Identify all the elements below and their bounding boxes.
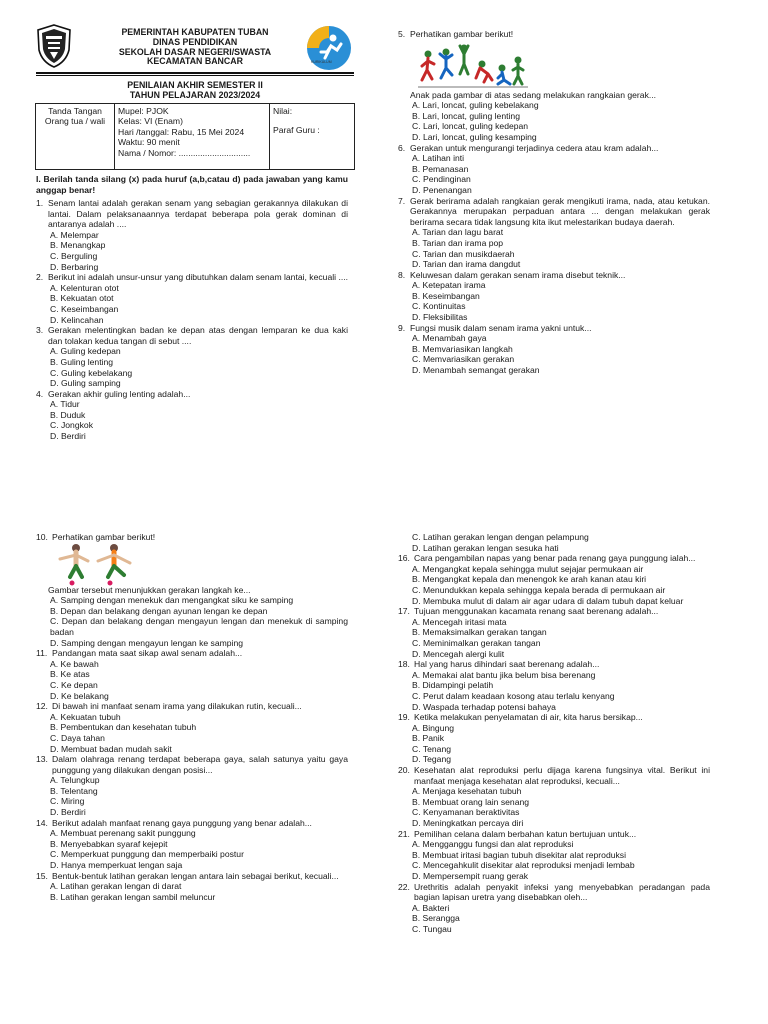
answer-option[interactable]: A. Kelenturan otot — [50, 282, 119, 293]
answer-option[interactable]: A. Mencegah iritasi mata — [412, 616, 507, 627]
answer-option[interactable]: A. Melempar — [50, 229, 99, 240]
answer-option[interactable]: C. Tungau — [412, 923, 452, 934]
answer-option[interactable]: D. Mencegah alergi kulit — [412, 648, 505, 659]
question-item — [36, 701, 348, 754]
question-item — [398, 532, 710, 553]
question-text: Tujuan menggunakan kacamata renang saat berenang adalah... — [414, 606, 659, 617]
answer-option[interactable]: C. Guling kebelakang — [50, 367, 133, 378]
answer-option[interactable]: B. Menyebabkan syaraf kejepit — [50, 838, 168, 849]
answer-option[interactable]: A. Latihan gerakan lengan di darat — [50, 881, 182, 892]
right-column-top — [398, 29, 710, 376]
answer-option[interactable]: C. Lari, loncat, guling kedepan — [412, 121, 529, 132]
header-divider — [36, 72, 354, 74]
question-text: Dalam olahraga renang terdapat beberapa gaya, salah satunya yaitu gaya punggung yang dilakukan dengan posisi... — [52, 754, 348, 775]
question-stem — [398, 270, 710, 281]
answer-option[interactable]: A. Membuat perenang sakit punggung — [50, 828, 196, 839]
question-text: Cara pengambilan napas yang benar pada renang gaya punggung ialah... — [414, 553, 696, 564]
student-info-table — [35, 103, 355, 170]
answer-option[interactable]: D. Ke belakang — [50, 690, 109, 701]
answer-option[interactable]: B. Panik — [412, 733, 445, 744]
question-stem — [36, 818, 348, 829]
question-text: Di bawah ini manfaat senam irama yang dilakukan rutin, kecuali... — [52, 701, 302, 712]
question-item — [398, 29, 710, 90]
exam-details-cell — [115, 104, 270, 170]
question-item — [398, 323, 710, 376]
answer-option[interactable]: A. Ketepatan irama — [412, 280, 486, 291]
question-text: Perhatikan gambar berikut! — [52, 532, 156, 542]
question-item — [36, 818, 348, 871]
answer-option[interactable]: C. Kenyamanan beraktivitas — [412, 807, 520, 818]
header-line-3: SEKOLAH DASAR NEGERI/SWASTA — [118, 46, 272, 57]
answer-option[interactable]: D. Menambah semangat gerakan — [412, 365, 540, 376]
question-item — [398, 712, 710, 765]
question-item — [398, 143, 710, 196]
subject-field: Mupel: PJOK — [118, 106, 169, 116]
answer-option[interactable]: C. Pendinginan — [412, 174, 471, 185]
answer-option[interactable]: D. Tarian dan irama dangdut — [412, 259, 521, 270]
question-number: 6. — [398, 142, 406, 153]
answer-option[interactable]: D. Berdiri — [50, 807, 86, 818]
answer-option[interactable]: D. Berdiri — [50, 431, 86, 442]
answer-option[interactable]: D. Hanya memperkuat lengan saja — [50, 860, 183, 871]
question-text: Anak pada gambar di atas sedang melakukan rangkaian gerak... — [410, 89, 657, 100]
answer-option[interactable]: A. Mengganggu fungsi dan alat reproduksi — [412, 839, 574, 850]
answer-option[interactable]: B. Pemanasan — [412, 163, 469, 174]
answer-option[interactable]: C. Perut dalam keadaan kosong atau terlalu kenyang — [412, 690, 615, 701]
question-stem — [398, 659, 710, 670]
gymnastics-sequence-figure — [398, 40, 710, 90]
question-item — [398, 606, 710, 659]
question-number — [36, 585, 48, 596]
answer-option[interactable]: C. Memperkuat punggung dan memperbaiki postur — [50, 849, 244, 860]
question-number: 17. — [398, 606, 410, 617]
question-stem — [36, 871, 348, 882]
question-text: Fungsi musik dalam senam irama yakni untuk... — [410, 322, 592, 333]
question-stem — [398, 765, 710, 786]
question-stem — [398, 143, 710, 154]
question-item — [398, 553, 710, 606]
answer-option[interactable]: B. Duduk — [50, 409, 86, 420]
answer-option[interactable]: C. Kontinuitas — [412, 301, 466, 312]
answer-option[interactable]: C. Meminimalkan gerakan tangan — [412, 637, 541, 648]
question-stem — [36, 325, 348, 346]
answer-option[interactable]: C. Ke depan — [50, 679, 98, 690]
question-number — [398, 90, 410, 101]
answer-option[interactable]: D. Mempersempit ruang gerak — [412, 871, 529, 881]
answer-option[interactable]: A. Lari, loncat, guling kebelakang — [412, 100, 539, 111]
question-stem — [36, 389, 348, 400]
score-cell — [270, 104, 355, 170]
question-text: Keluwesan dalam gerakan senam irama disebut teknik... — [410, 269, 626, 280]
question-number: 8. — [398, 269, 406, 280]
school-year: TAHUN PELAJARAN 2023/2024 — [129, 89, 261, 100]
duration-field: Waktu: 90 menit — [118, 137, 180, 148]
question-text: Ketika melakukan penyelamatan di air, kita harus bersikap... — [414, 712, 643, 723]
answer-option[interactable]: C. Tenang — [412, 743, 452, 754]
answer-option[interactable]: A. Guling kedepan — [50, 346, 121, 357]
question-stem — [36, 701, 348, 712]
answer-option[interactable]: D. Kelincahan — [50, 314, 104, 325]
name-number-field: Nama / Nomor: .............................. — [118, 147, 251, 158]
question-number: 11. — [36, 648, 48, 659]
question-text: Berikut adalah manfaat renang gaya punggung yang benar adalah... — [52, 817, 312, 828]
answer-option[interactable]: C. Miring — [50, 796, 85, 807]
regency-crest-logo — [36, 24, 72, 68]
question-number: 3. — [36, 325, 44, 336]
answer-option[interactable]: B. Keseimbangan — [412, 290, 480, 301]
question-stem — [398, 712, 710, 723]
question-stem — [36, 648, 348, 659]
answer-option[interactable]: A. Ke bawah — [50, 658, 99, 669]
question-number: 12. — [36, 701, 48, 712]
question-stem — [398, 882, 710, 903]
kurikulum-logo — [305, 24, 353, 72]
answer-option[interactable]: D. Lari, loncat, guling kesamping — [412, 131, 537, 142]
answer-option[interactable]: B. Membuat orang lain senang — [412, 796, 530, 807]
answer-option[interactable]: D. Berbaring — [50, 261, 99, 272]
answer-option[interactable]: A. Tarian dan lagu barat — [412, 227, 504, 238]
question-item — [398, 270, 710, 323]
answer-option[interactable]: C. Jongkok — [50, 420, 93, 431]
left-column-bottom — [36, 532, 348, 902]
question-stem — [398, 323, 710, 334]
exam-title: PENILAIAN AKHIR SEMESTER II — [127, 80, 263, 90]
rhythmic-step-figure — [36, 543, 348, 585]
question-stem — [398, 29, 710, 40]
question-stem — [36, 754, 348, 775]
question-item — [36, 272, 348, 325]
question-number: 2. — [36, 272, 44, 283]
question-item — [36, 389, 348, 442]
question-item — [398, 659, 710, 712]
answer-option[interactable]: C. Daya tahan — [50, 732, 105, 743]
answer-option[interactable]: B. Menangkap — [50, 240, 106, 251]
answer-option[interactable]: D. Meningkatkan percaya diri — [412, 818, 524, 829]
question-text: Gerakan untuk mengurangi terjadinya cedera atau kram adalah... — [410, 142, 659, 153]
question-stem — [36, 272, 348, 283]
parent-signature-cell — [36, 104, 115, 170]
question-stem — [398, 90, 710, 101]
question-text: Pemilihan celana dalam berbahan katun bertujuan untuk... — [414, 828, 637, 839]
question-stem — [398, 196, 710, 228]
answer-option[interactable]: B. Guling lenting — [50, 356, 114, 367]
answer-option[interactable]: A. Tidur — [50, 399, 80, 410]
answer-option[interactable]: A. Mengangkat kepala sehingga mulut sejajar permukaan air — [412, 563, 644, 574]
answer-option[interactable]: D. Fleksibilitas — [412, 312, 468, 323]
answer-option[interactable]: A. Menjaga kesehatan tubuh — [412, 786, 522, 797]
answer-option[interactable]: D. Penenangan — [412, 184, 472, 195]
instructions: I. Berilah tanda silang (x) pada huruf (a,b,catau d) pada jawaban yang kamu anggap benar! — [36, 174, 348, 195]
question-item — [398, 829, 710, 882]
answer-option[interactable]: C. Tarian dan musikdaerah — [412, 248, 515, 259]
question-stem — [398, 553, 710, 564]
header-line-4: KECAMATAN BANCAR — [147, 56, 243, 67]
question-number: 1. — [36, 198, 44, 208]
question-text: Gerakan melentingkan badan ke depan atas dengan lemparan ke dua kaki dan tolakan kedua tangan di sebut .... — [48, 325, 348, 346]
question-text: Gambar tersebut menunjukkan gerakan langkah ke... — [48, 584, 251, 595]
answer-option[interactable]: A. Memakai alat bantu jika belum bisa berenang — [412, 669, 596, 680]
question-text: Hal yang harus dihindari saat berenang adalah... — [414, 659, 600, 670]
header-line-1: PEMERINTAH KABUPATEN TUBAN — [121, 27, 269, 37]
answer-option[interactable]: C. Berguling — [50, 250, 98, 261]
answer-option[interactable]: B. Pembentukan dan kesehatan tubuh — [50, 722, 197, 733]
question-text: Senam lantai adalah gerakan senam yang sebagian gerakannya dilakukan di lantai. Dalam pelaksanaannya terdapat beberapa pola gerak dominan di antaranya adalah .... — [48, 198, 348, 230]
answer-option[interactable]: A. Kekuatan tubuh — [50, 711, 121, 722]
question-number: 19. — [398, 712, 410, 723]
answer-option[interactable]: C. Keseimbangan — [50, 303, 119, 314]
answer-option[interactable]: A. Latihan inti — [412, 153, 465, 164]
question-item — [398, 765, 710, 829]
answer-option[interactable]: A. Menambah gaya — [412, 333, 487, 344]
date-field: Hari /tanggal: Rabu, 15 Mei 2024 — [118, 126, 245, 137]
answer-option[interactable]: B. Tarian dan irama pop — [412, 237, 504, 248]
question-stem — [36, 198, 348, 230]
teacher-initial-label: Paraf Guru : — [273, 125, 320, 136]
question-item — [36, 648, 348, 701]
answer-option[interactable]: D. Membuat badan mudah sakit — [50, 743, 172, 754]
parent-signature-label-2: Orang tua / wali — [44, 116, 106, 127]
question-text: Gerakan akhir guling lenting adalah... — [48, 388, 191, 399]
answer-option[interactable]: C. Menundukkan kepala sehingga kepala berada di permukaan air — [412, 584, 666, 595]
question-item — [36, 871, 348, 903]
score-label: Nilai: — [273, 106, 293, 116]
question-item — [398, 196, 710, 270]
question-number: 7. — [398, 195, 406, 206]
answer-option[interactable]: B. Ke atas — [50, 669, 90, 680]
answer-option[interactable]: B. Telentang — [50, 785, 98, 796]
answer-option[interactable]: C. Depan dan belakang dengan mengayun lengan dan menekuk di samping badan — [50, 616, 348, 637]
question-number: 5. — [398, 29, 406, 39]
answer-option[interactable]: B. Memaksimalkan gerakan tangan — [412, 627, 547, 638]
question-text: Berikut ini adalah unsur-unsur yang dibutuhkan dalam senam lantai, kecuali .... — [48, 272, 349, 283]
answer-option[interactable]: D. Latihan gerakan lengan sesuka hati — [412, 542, 559, 553]
question-item — [36, 532, 348, 585]
answer-option[interactable]: A. Bakteri — [412, 902, 450, 913]
class-field: Kelas: VI (Enam) — [118, 116, 183, 127]
question-number: 15. — [36, 870, 48, 881]
answer-option[interactable]: D. Guling samping — [50, 378, 121, 389]
right-column-bottom — [398, 532, 710, 935]
question-item — [398, 90, 710, 143]
question-text: Perhatikan gambar berikut! — [410, 29, 514, 39]
question-number: 22. — [398, 881, 410, 892]
question-item — [36, 754, 348, 818]
question-item — [36, 198, 348, 272]
answer-option[interactable]: D. Waspada terhadap potensi bahaya — [412, 701, 556, 712]
answer-option[interactable]: B. Serangga — [412, 913, 460, 924]
question-number: 18. — [398, 659, 410, 670]
answer-option[interactable]: D. Membuka mulut di dalam air agar udara di dalam tubuh dapat keluar — [412, 595, 684, 606]
answer-option[interactable]: A. Bingung — [412, 722, 455, 733]
answer-option[interactable]: B. Didampingi pelatih — [412, 680, 494, 691]
answer-option[interactable]: B. Memvariasikan langkah — [412, 343, 513, 354]
parent-signature-label-1: Tanda Tangan — [48, 106, 102, 116]
answer-option[interactable]: B. Lari, loncat, guling lenting — [412, 110, 520, 121]
answer-option[interactable]: A. Telungkup — [50, 775, 100, 786]
question-number: 4. — [36, 388, 44, 399]
answer-option[interactable]: D. Samping dengan mengayun lengan ke samping — [50, 637, 244, 648]
question-number: 14. — [36, 817, 48, 828]
answer-option[interactable]: C. Latihan gerakan lengan dengan pelampung — [412, 532, 589, 542]
question-text: Gerak berirama adalah rangkaian gerak mengikuti irama, nada, atau ketukan. Gerakannya merupakan perpaduan antara ... dengan melakukan gerak berirama secara tidak langsung kita ikut melestarikan budaya daerah. — [410, 195, 710, 227]
question-number: 10. — [36, 532, 48, 542]
question-stem — [398, 606, 710, 617]
question-item — [398, 882, 710, 935]
header-line-2: DINAS PENDIDIKAN — [152, 36, 238, 47]
answer-option[interactable]: C. Mencegahkulit disekitar alat reproduksi menjadi lembab — [412, 860, 635, 871]
answer-option[interactable]: C. Memvariasikan gerakan — [412, 354, 515, 365]
left-column-top — [36, 198, 348, 442]
answer-option[interactable]: B. Mengangkat kepala dan menengok ke arah kanan atau kiri — [412, 574, 647, 585]
answer-option[interactable]: A. Samping dengan menekuk dan mengangkat siku ke samping — [50, 595, 294, 606]
question-item — [36, 325, 348, 389]
answer-option[interactable]: B. Depan dan belakang dengan ayunan lengan ke depan — [50, 605, 268, 616]
question-text: Bentuk-bentuk latihan gerakan lengan antara lain sebagai berikut, kecuali... — [52, 870, 339, 881]
question-number: 21. — [398, 828, 410, 839]
question-text: Pandangan mata saat sikap awal senam adalah... — [52, 648, 243, 659]
answer-option[interactable]: B. Latihan gerakan lengan sambil meluncur — [50, 891, 216, 902]
answer-option[interactable]: B. Kekuatan otot — [50, 293, 114, 304]
question-item — [36, 585, 348, 649]
question-number: 20. — [398, 765, 410, 776]
header-divider-thin — [36, 75, 354, 76]
question-text: Kesehatan alat reproduksi perlu dijaga karena fungsinya vital. Berikut ini manfaat menjaga kesehatan alat reproduksi, kecuali... — [414, 765, 710, 786]
question-number: 9. — [398, 322, 406, 333]
question-text: Urethritis adalah penyakit infeksi yang menyebabkan peradangan pada bagian lapisan uretra yang disebabkan oleh... — [414, 881, 710, 903]
answer-option[interactable]: D. Tegang — [412, 754, 452, 765]
answer-option[interactable]: B. Membuat iritasi bagian tubuh disekitar alat reproduksi — [412, 849, 627, 860]
question-number: 13. — [36, 754, 48, 765]
kurikulum-logo-caption: KURIKULUM — [311, 60, 332, 64]
question-number: 16. — [398, 553, 410, 564]
question-stem — [398, 829, 710, 840]
